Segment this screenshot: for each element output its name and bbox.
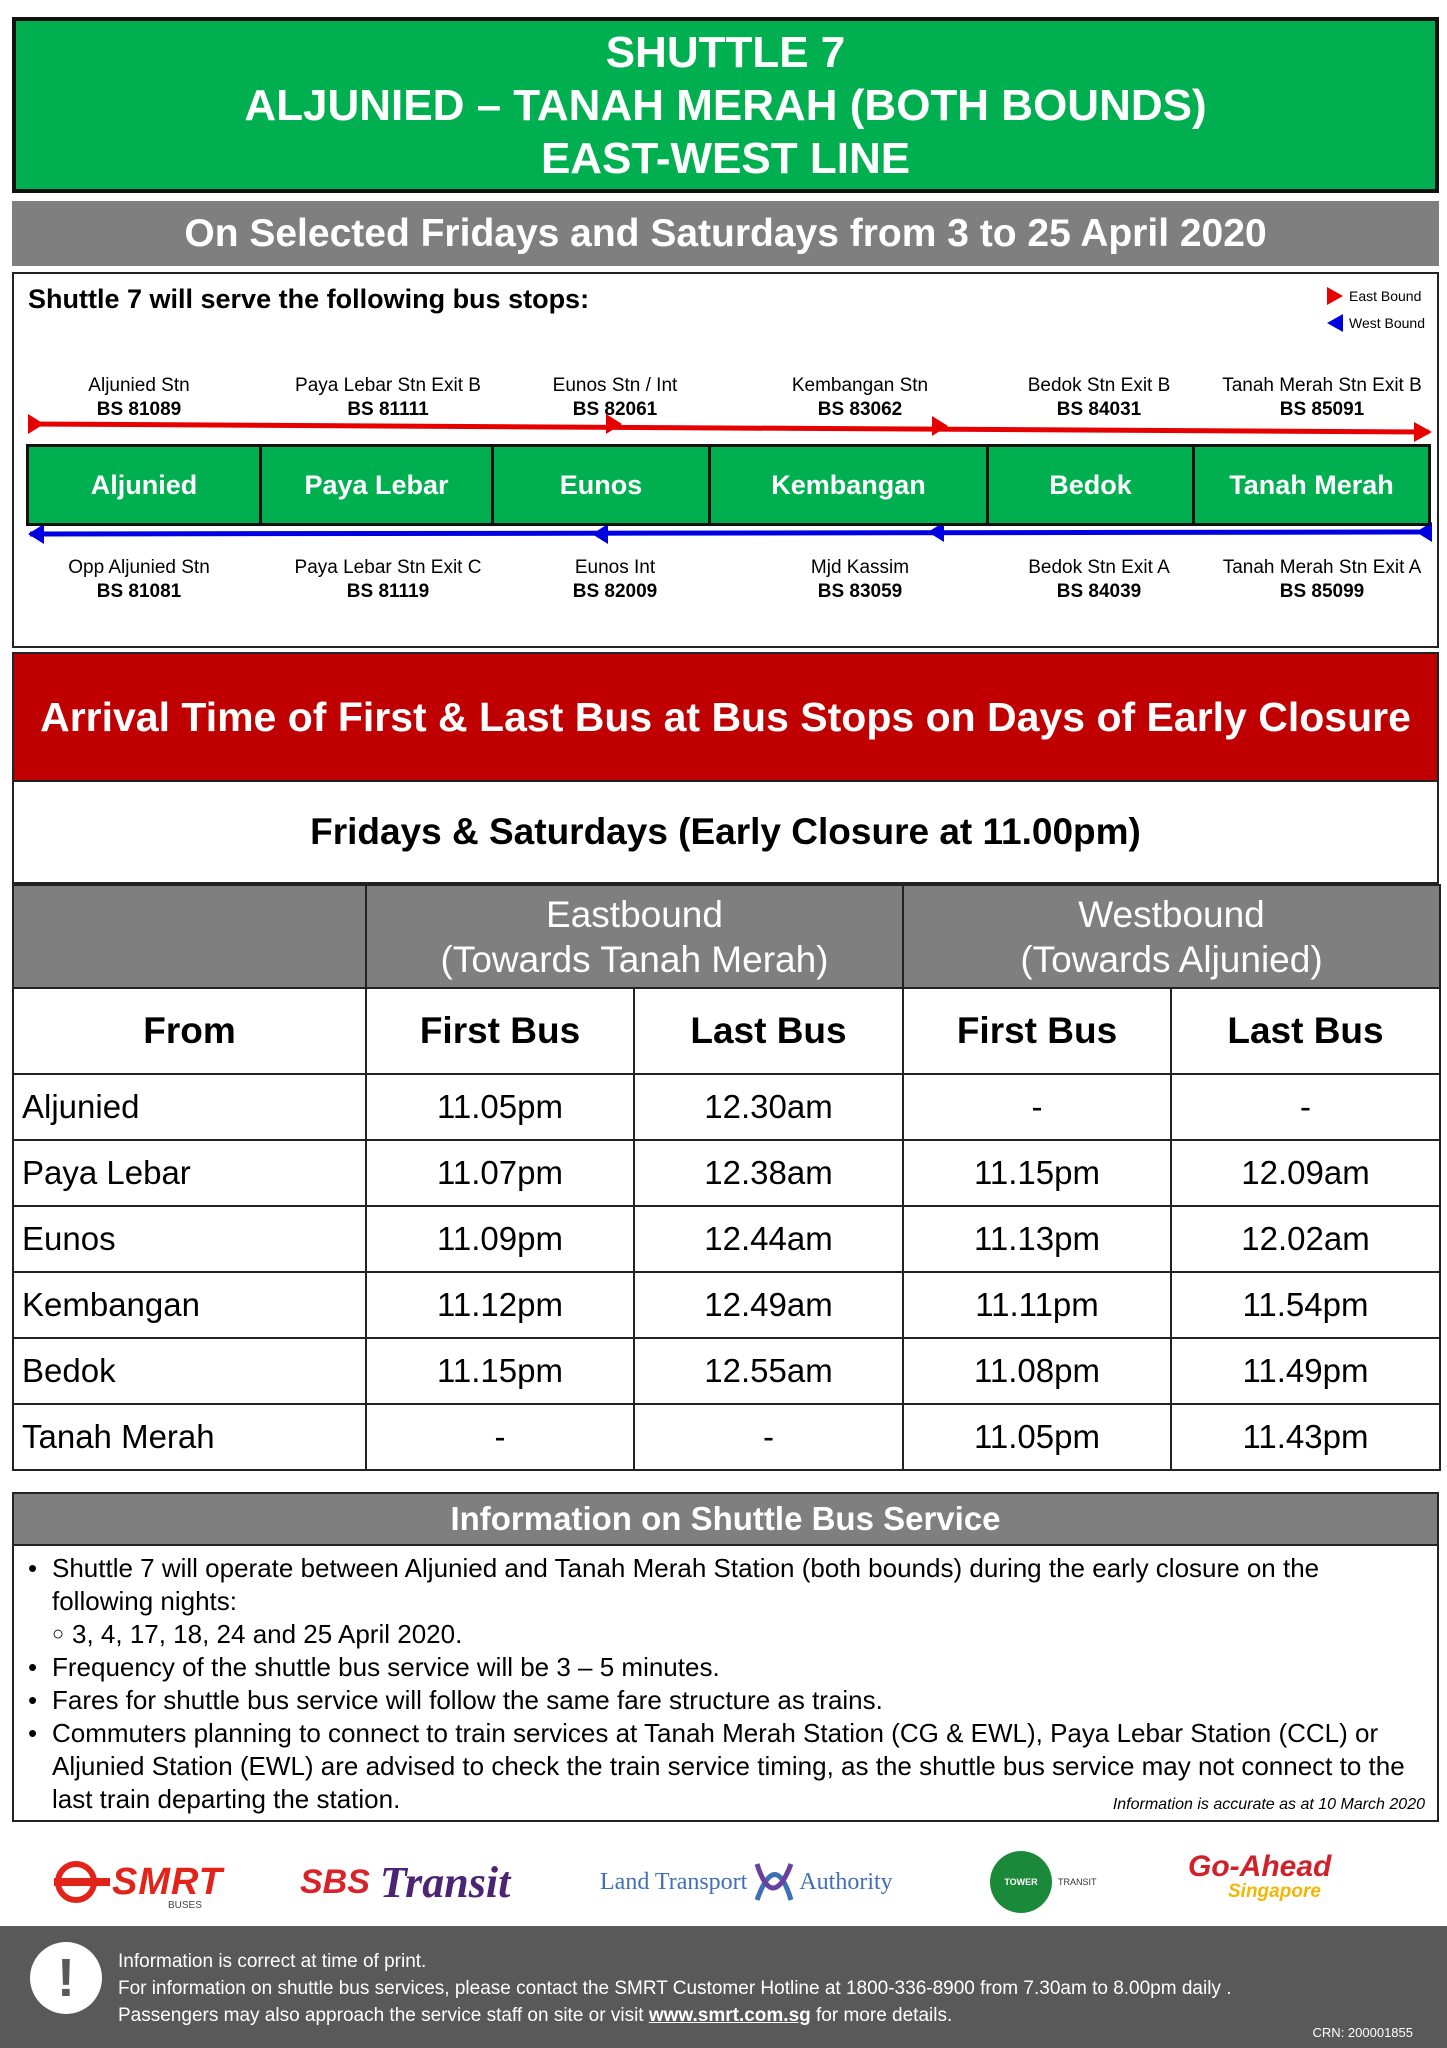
stop-name: Opp Aljunied Stn bbox=[68, 557, 210, 578]
stop-code: BS 81111 bbox=[347, 399, 429, 420]
footer-text bbox=[118, 1948, 1231, 2029]
eb-last: 12.55am bbox=[634, 1338, 903, 1404]
go-ahead-wordmark: Go-Ahead bbox=[1188, 1850, 1332, 1883]
info-text: Frequency of the shuttle bus service will be 3 – 5 minutes. bbox=[52, 1652, 720, 1682]
tower-transit-logo bbox=[990, 1852, 1097, 1912]
info-text: Shuttle 7 will operate between Aljunied and Tanah Merah Station (both bounds) during the early closure on the following nights: bbox=[52, 1553, 1320, 1616]
table-column-header bbox=[13, 988, 1440, 1074]
eb-first: 11.09pm bbox=[366, 1206, 634, 1272]
sbs-wordmark: SBS bbox=[300, 1862, 370, 1901]
stop-name: Kembangan Stn bbox=[791, 375, 929, 396]
west-stop bbox=[1202, 556, 1442, 604]
route-intro: Shuttle 7 will serve the following bus stops: bbox=[28, 284, 590, 314]
wb-first: 11.13pm bbox=[903, 1206, 1171, 1272]
stop-name: Tanah Merah Stn Exit A bbox=[1222, 557, 1422, 578]
stop-name: Bedok Stn Exit B bbox=[1027, 375, 1171, 396]
footer bbox=[0, 1926, 1447, 2048]
stop-name: Mjd Kassim bbox=[810, 557, 910, 578]
lta-right-text: Authority bbox=[799, 1868, 893, 1895]
info-bullet bbox=[28, 1651, 1423, 1684]
stop-code: BS 83059 bbox=[817, 581, 903, 602]
row-from: Bedok bbox=[13, 1338, 366, 1404]
table-row bbox=[13, 1404, 1440, 1470]
accuracy-note: Information is accurate as at 10 March 2020 bbox=[1112, 1796, 1425, 1813]
wb-last: - bbox=[1171, 1074, 1440, 1140]
smrt-emblem-icon bbox=[50, 1860, 112, 1904]
westbound-line-2: (Towards Aljunied) bbox=[1020, 938, 1323, 980]
west-stop bbox=[760, 556, 960, 604]
eb-first: 11.05pm bbox=[366, 1074, 634, 1140]
row-from: Paya Lebar bbox=[13, 1140, 366, 1206]
stop-code: BS 81081 bbox=[96, 581, 182, 602]
stop-code: BS 81089 bbox=[96, 399, 182, 420]
row-from: Aljunied bbox=[13, 1074, 366, 1140]
title-line-2: ALJUNIED – TANAH MERAH (BOTH BOUNDS) bbox=[244, 80, 1207, 130]
stop-code: BS 85099 bbox=[1279, 581, 1365, 602]
east-stop bbox=[1202, 374, 1442, 422]
wb-first: 11.08pm bbox=[903, 1338, 1171, 1404]
lta-emblem-icon bbox=[747, 1856, 799, 1908]
sbs-transit-logo bbox=[300, 1852, 510, 1912]
table-group-header bbox=[13, 885, 1440, 988]
col-wb-first: First Bus bbox=[903, 988, 1171, 1074]
footer-line-3b: for more details. bbox=[810, 2005, 953, 2026]
row-from: Eunos bbox=[13, 1206, 366, 1272]
east-stop bbox=[268, 374, 508, 422]
eb-last: 12.49am bbox=[634, 1272, 903, 1338]
station-bar bbox=[26, 444, 1431, 526]
row-from: Tanah Merah bbox=[13, 1404, 366, 1470]
wb-last: 11.43pm bbox=[1171, 1404, 1440, 1470]
tower-sub: TRANSIT bbox=[1058, 1877, 1097, 1887]
arrival-banner: Arrival Time of First & Last Bus at Bus Stops on Days of Early Closure bbox=[12, 652, 1439, 782]
info-sub-text: 3, 4, 17, 18, 24 and 25 April 2020. bbox=[72, 1619, 463, 1649]
wb-first: 11.15pm bbox=[903, 1140, 1171, 1206]
stop-name: Tanah Merah Stn Exit B bbox=[1222, 375, 1422, 396]
info-box bbox=[12, 1492, 1439, 1822]
eastbound-header bbox=[366, 885, 903, 988]
info-list bbox=[14, 1546, 1437, 1816]
west-stop bbox=[520, 556, 710, 604]
footer-line-3a: Passengers may also approach the service staff on site or visit bbox=[118, 2005, 649, 2026]
wb-first: 11.11pm bbox=[903, 1272, 1171, 1338]
eastbound-line-1: Eastbound bbox=[546, 893, 723, 935]
footer-line-2: For information on shuttle bus services, please contact the SMRT Customer Hotline at 1800-336-8900 from 7.30am to 8.00pm daily . bbox=[118, 1978, 1232, 1999]
east-stop bbox=[46, 374, 232, 422]
smrt-wordmark: SMRT bbox=[112, 1860, 223, 1903]
footer-line-3 bbox=[118, 2002, 1231, 2029]
singapore-wordmark: Singapore bbox=[1228, 1881, 1321, 1902]
westbound-header bbox=[903, 885, 1440, 988]
station-tanah-merah: Tanah Merah bbox=[1195, 447, 1428, 523]
stop-code: BS 84039 bbox=[1056, 581, 1142, 602]
title-box bbox=[12, 17, 1439, 193]
east-stop bbox=[520, 374, 710, 422]
eb-last: 12.38am bbox=[634, 1140, 903, 1206]
stop-name: Aljunied Stn bbox=[88, 375, 190, 396]
station-paya-lebar: Paya Lebar bbox=[262, 447, 494, 523]
legend-east-label: East Bound bbox=[1348, 287, 1422, 304]
table-row bbox=[13, 1206, 1440, 1272]
bullet-icon: • bbox=[28, 1553, 38, 1583]
smrt-logo bbox=[50, 1852, 223, 1912]
stop-name: Eunos Int bbox=[574, 557, 656, 578]
stop-code: BS 85091 bbox=[1279, 399, 1365, 420]
eb-first: 11.07pm bbox=[366, 1140, 634, 1206]
stop-name: Eunos Stn / Int bbox=[552, 375, 678, 396]
title-line-1: SHUTTLE 7 bbox=[605, 27, 846, 77]
eastbound-line-2: (Towards Tanah Merah) bbox=[440, 938, 829, 980]
westbound-line-1: Westbound bbox=[1078, 893, 1265, 935]
table-row bbox=[13, 1140, 1440, 1206]
eb-last: 12.30am bbox=[634, 1074, 903, 1140]
schedule-table bbox=[12, 884, 1441, 1471]
info-title: Information on Shuttle Bus Service bbox=[14, 1494, 1437, 1546]
west-stop bbox=[268, 556, 508, 604]
eb-last: 12.44am bbox=[634, 1206, 903, 1272]
circle-bullet-icon: ○ bbox=[52, 1623, 65, 1645]
station-eunos: Eunos bbox=[494, 447, 711, 523]
west-stop bbox=[1004, 556, 1194, 604]
station-aljunied: Aljunied bbox=[29, 447, 262, 523]
info-text: Commuters planning to connect to train services at Tanah Merah Station (CG & EWL), Paya Lebar Station (CCL) or Aljunied Station (EWL) are advised to check the train service timing, as the shuttle bus service may not connect to the last train departing the station. bbox=[52, 1718, 1405, 1814]
stop-name: Bedok Stn Exit A bbox=[1028, 557, 1170, 578]
wb-first: 11.05pm bbox=[903, 1404, 1171, 1470]
smrt-sub: BUSES bbox=[168, 1900, 202, 1911]
wb-first: - bbox=[903, 1074, 1171, 1140]
col-from: From bbox=[13, 988, 366, 1074]
wb-last: 11.49pm bbox=[1171, 1338, 1440, 1404]
station-bedok: Bedok bbox=[989, 447, 1195, 523]
date-banner: On Selected Fridays and Saturdays from 3 to 25 April 2020 bbox=[12, 201, 1439, 266]
exclamation-icon: ! bbox=[30, 1942, 102, 2014]
bullet-icon: • bbox=[28, 1685, 38, 1715]
lta-logo bbox=[600, 1852, 893, 1912]
wb-last: 11.54pm bbox=[1171, 1272, 1440, 1338]
east-stop bbox=[1004, 374, 1194, 422]
stop-code: BS 82061 bbox=[572, 399, 658, 420]
col-wb-last: Last Bus bbox=[1171, 988, 1440, 1074]
tower-emblem: TOWER bbox=[990, 1851, 1052, 1913]
smrt-website-link[interactable]: www.smrt.com.sg bbox=[648, 2005, 811, 2026]
wb-last: 12.09am bbox=[1171, 1140, 1440, 1206]
table-row bbox=[13, 1074, 1440, 1140]
info-text: Fares for shuttle bus service will follow the same fare structure as trains. bbox=[52, 1685, 883, 1715]
row-from: Kembangan bbox=[13, 1272, 366, 1338]
eb-last: - bbox=[634, 1404, 903, 1470]
schedule-title: Fridays & Saturdays (Early Closure at 11.00pm) bbox=[12, 782, 1439, 884]
table-row bbox=[13, 1272, 1440, 1338]
go-ahead-logo bbox=[1188, 1852, 1331, 1912]
stop-code: BS 82009 bbox=[572, 581, 658, 602]
bullet-icon: • bbox=[28, 1718, 38, 1748]
col-eb-first: First Bus bbox=[366, 988, 634, 1074]
route-map bbox=[12, 272, 1439, 648]
table-row bbox=[13, 1338, 1440, 1404]
stop-name: Paya Lebar Stn Exit C bbox=[294, 557, 482, 578]
col-eb-last: Last Bus bbox=[634, 988, 903, 1074]
wb-last: 12.02am bbox=[1171, 1206, 1440, 1272]
operator-logos bbox=[0, 1830, 1447, 1930]
info-bullet bbox=[28, 1552, 1423, 1618]
blank-header bbox=[13, 885, 366, 988]
transit-wordmark: Transit bbox=[379, 1857, 511, 1907]
bullet-icon: • bbox=[28, 1652, 38, 1682]
crn-code: CRN: 200001855 bbox=[1312, 2025, 1413, 2040]
stop-code: BS 81119 bbox=[346, 581, 430, 602]
eb-first: - bbox=[366, 1404, 634, 1470]
legend-west-label: West Bound bbox=[1348, 314, 1425, 331]
info-sub-bullet bbox=[28, 1618, 1423, 1651]
station-kembangan: Kembangan bbox=[711, 447, 989, 523]
info-bullet bbox=[28, 1684, 1423, 1717]
eb-first: 11.15pm bbox=[366, 1338, 634, 1404]
footer-line-1: Information is correct at time of print. bbox=[118, 1951, 427, 1972]
title-line-3: EAST-WEST LINE bbox=[540, 133, 911, 183]
stop-code: BS 83062 bbox=[817, 399, 903, 420]
east-stop bbox=[760, 374, 960, 422]
lta-left-text: Land Transport bbox=[600, 1868, 748, 1895]
west-stop bbox=[46, 556, 232, 604]
stop-name: Paya Lebar Stn Exit B bbox=[295, 375, 481, 396]
stop-code: BS 84031 bbox=[1056, 399, 1142, 420]
eb-first: 11.12pm bbox=[366, 1272, 634, 1338]
